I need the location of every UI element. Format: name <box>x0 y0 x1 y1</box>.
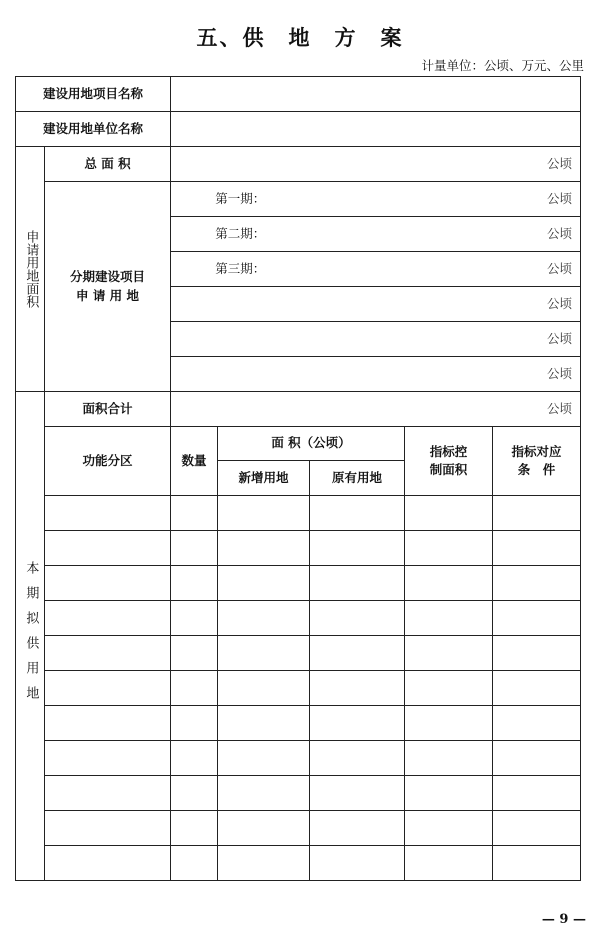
supply-table-cell[interactable] <box>171 566 218 601</box>
supply-table-cell[interactable] <box>493 601 581 636</box>
total-area-row <box>16 147 581 182</box>
total-area-label: 总 面 积 <box>45 147 171 182</box>
supply-table-cell[interactable] <box>310 601 405 636</box>
supply-table-cell[interactable] <box>171 531 218 566</box>
supply-table-cell[interactable] <box>171 496 218 531</box>
supply-table-cell[interactable] <box>45 566 171 601</box>
supply-table-cell[interactable] <box>310 741 405 776</box>
page-number: — 9 — <box>541 912 586 927</box>
supply-table-cell[interactable] <box>45 496 171 531</box>
total-area-field[interactable]: 公顷 <box>171 147 581 182</box>
supply-table-cell[interactable] <box>405 636 493 671</box>
supply-table-cell[interactable] <box>310 566 405 601</box>
supply-table-cell[interactable] <box>405 601 493 636</box>
land-supply-form <box>15 76 581 881</box>
supply-table-cell[interactable] <box>405 706 493 741</box>
supply-section-label: 本期拟供用地 <box>16 392 45 881</box>
phase-label: 第三期： <box>215 260 266 276</box>
supply-table-cell[interactable] <box>405 741 493 776</box>
phase-area-field[interactable]: 公顷 <box>310 182 581 217</box>
area-total-row <box>16 392 581 427</box>
supply-table-cell[interactable] <box>493 846 581 881</box>
supply-table-cell[interactable] <box>171 601 218 636</box>
phase-area-field[interactable]: 公顷 <box>171 357 581 392</box>
unit-name-row <box>16 112 581 147</box>
supply-table-cell[interactable] <box>405 671 493 706</box>
supply-table-cell[interactable] <box>405 776 493 811</box>
supply-table-row <box>16 531 581 566</box>
supply-table-cell[interactable] <box>45 706 171 741</box>
phase-area-field[interactable]: 公顷 <box>171 287 581 322</box>
supply-table-cell[interactable] <box>218 636 310 671</box>
supply-table-cell[interactable] <box>310 846 405 881</box>
supply-table-cell[interactable] <box>493 531 581 566</box>
phase-area-field[interactable]: 公顷 <box>310 217 581 252</box>
supply-table-cell[interactable] <box>493 811 581 846</box>
supply-table-cell[interactable] <box>310 776 405 811</box>
supply-table-cell[interactable] <box>218 776 310 811</box>
units-note: 计量单位：公顷、万元、公里 <box>421 58 584 73</box>
supply-table-row <box>16 671 581 706</box>
phase-label-cell <box>171 252 310 287</box>
area-total-field[interactable]: 公顷 <box>171 392 581 427</box>
phase-area-field[interactable]: 公顷 <box>310 252 581 287</box>
unit-name-field[interactable] <box>171 112 581 147</box>
header-new-land: 新增用地 <box>218 461 310 496</box>
header-area-group: 面 积（公顷） <box>218 427 405 461</box>
supply-table-cell[interactable] <box>405 846 493 881</box>
supply-table-cell[interactable] <box>405 811 493 846</box>
supply-table-cell[interactable] <box>218 741 310 776</box>
header-quantity: 数量 <box>171 427 218 496</box>
apply-section-label: 申请用地面积 <box>16 147 45 392</box>
header-indicator-area: 指标控 制面积 <box>405 427 493 496</box>
project-name-label: 建设用地项目名称 <box>16 77 171 112</box>
supply-table-row <box>16 776 581 811</box>
supply-table-cell[interactable] <box>218 566 310 601</box>
supply-table-cell[interactable] <box>405 531 493 566</box>
supply-table-cell[interactable] <box>171 811 218 846</box>
supply-table-row <box>16 601 581 636</box>
supply-table-cell[interactable] <box>310 496 405 531</box>
phase-label-cell <box>171 182 310 217</box>
phase-label: 第一期： <box>215 190 266 206</box>
supply-table-cell[interactable] <box>310 671 405 706</box>
header-row <box>16 427 581 461</box>
supply-table-cell[interactable] <box>218 671 310 706</box>
supply-table-cell[interactable] <box>493 496 581 531</box>
supply-table-cell[interactable] <box>493 636 581 671</box>
phase-label: 第二期： <box>215 225 266 241</box>
project-name-row <box>16 77 581 112</box>
supply-table-cell[interactable] <box>218 706 310 741</box>
supply-table-row <box>16 566 581 601</box>
supply-table-cell[interactable] <box>171 636 218 671</box>
supply-table-cell[interactable] <box>171 671 218 706</box>
supply-table-cell[interactable] <box>310 531 405 566</box>
supply-table-row <box>16 811 581 846</box>
supply-table-cell[interactable] <box>493 566 581 601</box>
supply-table-cell[interactable] <box>493 671 581 706</box>
supply-table-cell[interactable] <box>171 706 218 741</box>
supply-table-cell[interactable] <box>310 811 405 846</box>
supply-table-cell[interactable] <box>218 811 310 846</box>
supply-table-cell[interactable] <box>405 566 493 601</box>
phased-label: 分期建设项目 申 请 用 地 <box>45 182 171 392</box>
supply-table-cell[interactable] <box>310 636 405 671</box>
supply-table-cell[interactable] <box>218 496 310 531</box>
phase-label-cell <box>171 217 310 252</box>
supply-table-row <box>16 706 581 741</box>
page-title: 五、供 地 方 案 <box>196 25 404 50</box>
supply-table-row <box>16 846 581 881</box>
supply-table-cell[interactable] <box>310 706 405 741</box>
supply-table-row <box>16 636 581 671</box>
supply-table-cell[interactable] <box>171 846 218 881</box>
supply-table-row <box>16 741 581 776</box>
supply-table-cell[interactable] <box>45 741 171 776</box>
header-indicator-condition: 指标对应 条 件 <box>493 427 581 496</box>
supply-table-cell[interactable] <box>45 846 171 881</box>
supply-table-row <box>16 496 581 531</box>
supply-table-cell[interactable] <box>218 531 310 566</box>
area-total-label: 面积合计 <box>45 392 171 427</box>
header-existing-land: 原有用地 <box>310 461 405 496</box>
supply-table-cell[interactable] <box>218 846 310 881</box>
supply-table-cell[interactable] <box>493 741 581 776</box>
phase-area-field[interactable]: 公顷 <box>171 322 581 357</box>
supply-table-cell[interactable] <box>493 706 581 741</box>
supply-table-cell[interactable] <box>45 531 171 566</box>
supply-table-cell[interactable] <box>45 671 171 706</box>
supply-table-cell[interactable] <box>45 636 171 671</box>
supply-table-cell[interactable] <box>171 741 218 776</box>
unit-name-label: 建设用地单位名称 <box>16 112 171 147</box>
supply-table-cell[interactable] <box>45 776 171 811</box>
supply-table-cell[interactable] <box>493 776 581 811</box>
supply-table-cell[interactable] <box>171 776 218 811</box>
supply-table-cell[interactable] <box>45 601 171 636</box>
header-function-zone: 功能分区 <box>45 427 171 496</box>
supply-table-cell[interactable] <box>45 811 171 846</box>
phase-row <box>16 182 581 217</box>
supply-table-cell[interactable] <box>218 601 310 636</box>
supply-table-cell[interactable] <box>405 496 493 531</box>
project-name-field[interactable] <box>171 77 581 112</box>
